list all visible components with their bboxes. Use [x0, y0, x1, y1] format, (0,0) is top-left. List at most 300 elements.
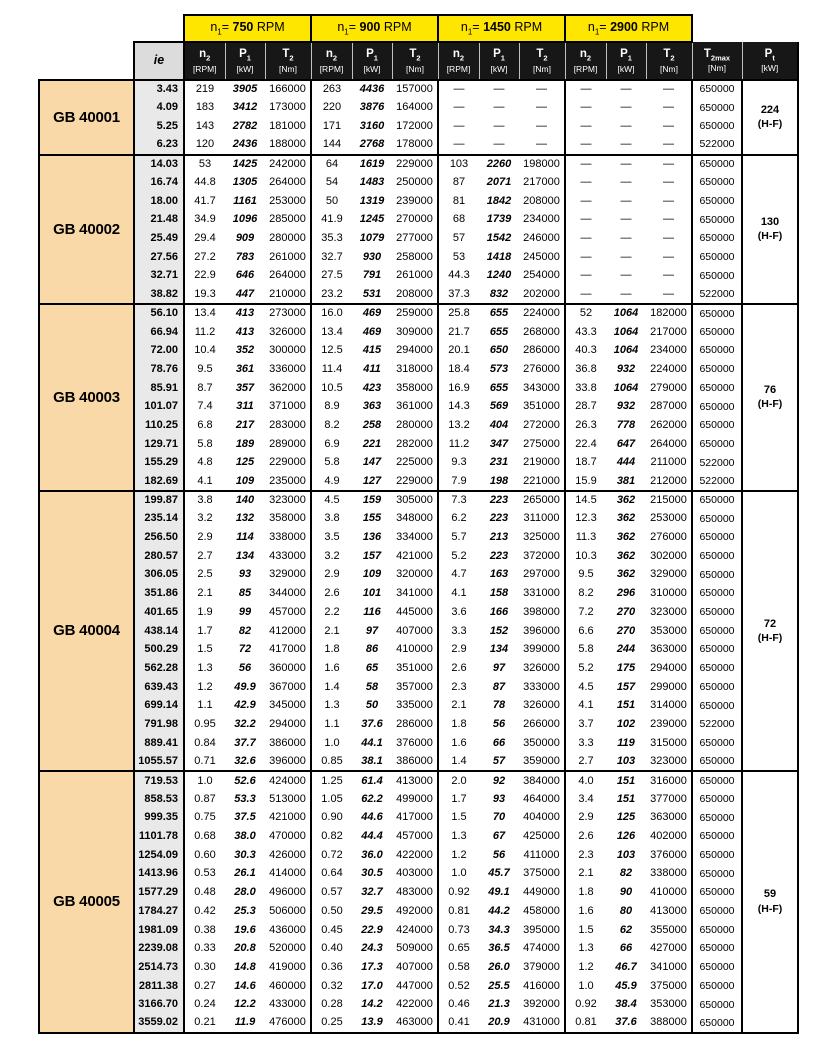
table-row	[39, 267, 798, 286]
t2max-value: 650000	[692, 771, 742, 790]
cell-p1: 140	[225, 491, 265, 510]
t2max-value: 650000	[692, 566, 742, 585]
cell-t2: 335000	[392, 697, 438, 716]
ie-value: 401.65	[134, 603, 184, 622]
column-header-t2-1450: $T_2$ [Nm]	[519, 42, 565, 80]
cell-n2: 11.2	[194, 325, 216, 338]
cell-t2: 157000	[392, 80, 438, 99]
cell-n2: 11.2	[448, 437, 470, 450]
spec-table	[38, 14, 799, 1034]
ie-value: 4.09	[134, 99, 184, 118]
cell-t2: 305000	[392, 491, 438, 510]
t2max-value: 650000	[692, 828, 742, 847]
cell-p1: 573	[489, 362, 509, 375]
cell-n2: 2.7	[197, 549, 213, 562]
cell-t2: —	[646, 117, 692, 136]
t2max-value: 650000	[692, 996, 742, 1015]
cell-p1: 352	[235, 344, 255, 357]
cell-t2: 413000	[646, 902, 692, 921]
ie-value: 5.25	[134, 117, 184, 136]
table-row	[39, 398, 798, 417]
cell-t2: —	[519, 117, 565, 136]
table-row	[39, 659, 798, 678]
cell-t2: 363000	[646, 641, 692, 660]
cell-n2: 11.3	[575, 531, 597, 544]
cell-t2: 285000	[265, 211, 311, 230]
cell-p1: —	[620, 213, 632, 226]
cell-n2: 5.8	[197, 437, 213, 450]
cell-p1: 1096	[232, 213, 258, 226]
cell-t2: 426000	[265, 846, 311, 865]
cell-t2: —	[646, 267, 692, 286]
cell-n2: 1.0	[324, 736, 340, 749]
cell-p1: 423	[362, 381, 382, 394]
cell-n2: —	[438, 80, 479, 99]
table-row	[39, 865, 798, 884]
cell-p1: 362	[616, 568, 636, 581]
speed-group-header-2900: $n_1= 2900$ RPM	[565, 15, 692, 42]
cell-p1: —	[493, 138, 505, 151]
cell-t2: 447000	[392, 977, 438, 996]
column-header-pt: $P_t$ [kW]	[742, 42, 798, 80]
cell-p1: 61.4	[352, 771, 392, 790]
cell-p1: 19.6	[234, 923, 256, 936]
cell-t2: 371000	[265, 398, 311, 417]
cell-n2: 23.2	[321, 287, 343, 300]
cell-t2: 433000	[265, 996, 311, 1015]
model-label: GB 40002	[39, 155, 134, 305]
cell-t2: 221000	[519, 472, 565, 491]
cell-t2: 329000	[646, 566, 692, 585]
cell-p1: 3905	[225, 80, 265, 99]
ie-value: 1577.29	[134, 884, 184, 903]
cell-p1: 363	[362, 400, 382, 413]
t2max-value: 650000	[692, 622, 742, 641]
cell-t2: 396000	[265, 753, 311, 772]
cell-t2: 299000	[646, 678, 692, 697]
cell-t2: 341000	[392, 585, 438, 604]
cell-n2: 2.6	[324, 587, 340, 600]
cell-p1: 56	[492, 848, 506, 861]
cell-p1: 134	[235, 549, 255, 562]
cell-p1: —	[620, 232, 632, 245]
cell-n2: 18.7	[575, 456, 597, 469]
cell-p1: 97	[365, 624, 379, 637]
cell-p1: 53.3	[234, 792, 256, 805]
cell-t2: 188000	[265, 136, 311, 155]
cell-t2: 334000	[392, 529, 438, 548]
cell-t2: 294000	[646, 659, 692, 678]
cell-p1: 1739	[486, 213, 512, 226]
cell-n2: 2.9	[197, 531, 213, 544]
table-row	[39, 416, 798, 435]
cell-t2: 326000	[519, 659, 565, 678]
cell-p1: 82	[238, 624, 252, 637]
t2max-value: 522000	[692, 715, 742, 734]
column-header-n2-1450: $n_2$ [RPM]	[438, 42, 479, 80]
cell-n2: 1.8	[324, 643, 340, 656]
cell-t2: 318000	[392, 360, 438, 379]
cell-t2: 424000	[392, 921, 438, 940]
cell-n2: 1.3	[324, 699, 340, 712]
cell-p1: 38.4	[615, 998, 637, 1011]
cell-n2: 1.2	[451, 848, 467, 861]
cell-p1: 30.5	[361, 867, 383, 880]
cell-n2: 21.7	[448, 325, 470, 338]
cell-p1: 655	[479, 304, 519, 323]
cell-p1: 37.5	[234, 811, 256, 824]
cell-t2: 242000	[265, 155, 311, 174]
cell-t2: 509000	[392, 940, 438, 959]
cell-n2: 1.0	[184, 771, 225, 790]
cell-p1: 45.7	[488, 867, 510, 880]
cell-t2: 379000	[519, 958, 565, 977]
cell-n2: 1.05	[321, 792, 343, 805]
cell-p1: 362	[606, 491, 646, 510]
cell-n2: 15.9	[575, 474, 597, 487]
cell-n2: 1.7	[197, 624, 213, 637]
cell-t2: —	[646, 230, 692, 249]
cell-n2: 14.3	[448, 400, 470, 413]
t2max-value: 650000	[692, 603, 742, 622]
cell-t2: 410000	[646, 884, 692, 903]
table-row	[39, 379, 798, 398]
ie-value: 562.28	[134, 659, 184, 678]
cell-n2: 4.7	[451, 568, 467, 581]
cell-n2: 6.9	[324, 437, 340, 450]
table-row	[39, 958, 798, 977]
cell-n2: 35.3	[321, 232, 343, 245]
pt-value: 224 (H-F)	[742, 80, 798, 155]
cell-t2: 286000	[519, 342, 565, 361]
cell-t2: 275000	[519, 435, 565, 454]
cell-n2: 1.3	[451, 830, 467, 843]
cell-t2: 234000	[519, 211, 565, 230]
t2max-value: 650000	[692, 211, 742, 230]
cell-t2: 246000	[519, 230, 565, 249]
cell-p1: —	[620, 101, 632, 114]
cell-p1: 151	[616, 792, 636, 805]
cell-t2: 210000	[265, 286, 311, 305]
speed-group-header-750: $n_1= 750$ RPM	[184, 15, 311, 42]
cell-n2: 0.84	[194, 736, 216, 749]
cell-p1: 26.1	[234, 867, 256, 880]
t2max-value: 650000	[692, 155, 742, 174]
table-row	[39, 211, 798, 230]
cell-p1: 17.3	[361, 960, 383, 973]
cell-t2: 422000	[392, 996, 438, 1015]
cell-p1: 56	[238, 661, 252, 674]
cell-n2: 0.27	[194, 979, 216, 992]
cell-n2: 8.2	[578, 587, 594, 600]
t2max-value: 650000	[692, 958, 742, 977]
cell-t2: 425000	[519, 828, 565, 847]
cell-p1: 147	[362, 456, 382, 469]
t2max-value: 650000	[692, 173, 742, 192]
cell-p1: 778	[616, 418, 636, 431]
cell-t2: 287000	[646, 398, 692, 417]
cell-p1: 32.6	[234, 754, 256, 767]
t2max-value: 650000	[692, 809, 742, 828]
cell-t2: —	[519, 80, 565, 99]
cell-n2: 29.4	[194, 232, 216, 245]
speed-group-header-900: $n_1= 900$ RPM	[311, 15, 438, 42]
cell-t2: 367000	[265, 678, 311, 697]
cell-n2: 1.8	[578, 886, 594, 899]
table-header	[39, 15, 798, 80]
cell-p1: 647	[616, 437, 636, 450]
cell-t2: 399000	[519, 641, 565, 660]
cell-t2: 375000	[519, 865, 565, 884]
corner-top-right	[692, 15, 798, 42]
cell-p1: 22.9	[361, 923, 383, 936]
cell-n2: 2.9	[451, 643, 467, 656]
cell-t2: 402000	[646, 828, 692, 847]
cell-n2: 0.58	[448, 960, 470, 973]
table-row	[39, 1014, 798, 1033]
table-row	[39, 809, 798, 828]
table-row	[39, 771, 798, 790]
cell-p1: 78	[492, 699, 506, 712]
ie-value: 639.43	[134, 678, 184, 697]
cell-p1: 783	[235, 250, 255, 263]
cell-t2: 445000	[392, 603, 438, 622]
cell-p1: 932	[616, 400, 636, 413]
ie-value: 1784.27	[134, 902, 184, 921]
cell-p1: 832	[489, 287, 509, 300]
ie-value: 3166.70	[134, 996, 184, 1015]
cell-n2: 1.6	[324, 661, 340, 674]
t2max-value: 650000	[692, 80, 742, 99]
ie-column-header: ie	[134, 42, 184, 80]
table-row	[39, 996, 798, 1015]
cell-p1: 163	[489, 568, 509, 581]
t2max-value: 650000	[692, 360, 742, 379]
cell-t2: 323000	[646, 603, 692, 622]
table-row	[39, 155, 798, 174]
cell-p1: 404	[489, 418, 509, 431]
cell-n2: 7.2	[578, 605, 594, 618]
cell-t2: 358000	[392, 379, 438, 398]
cell-n2: 1.8	[451, 717, 467, 730]
t2max-value: 650000	[692, 304, 742, 323]
cell-n2: 20.1	[448, 344, 470, 357]
cell-t2: 506000	[265, 902, 311, 921]
cell-p1: 44.4	[361, 830, 383, 843]
cell-t2: 253000	[646, 510, 692, 529]
cell-p1: 42.9	[234, 699, 256, 712]
cell-n2: 28.7	[575, 400, 597, 413]
t2max-value: 650000	[692, 379, 742, 398]
cell-t2: —	[519, 136, 565, 155]
cell-n2: 0.48	[194, 886, 216, 899]
cell-p1: 1425	[225, 155, 265, 174]
cell-p1: 361	[235, 362, 255, 375]
cell-n2: 0.46	[448, 998, 470, 1011]
cell-p1: 3160	[359, 119, 385, 132]
cell-t2: 496000	[265, 884, 311, 903]
cell-t2: 294000	[392, 342, 438, 361]
cell-n2: —	[580, 250, 592, 263]
cell-t2: 225000	[392, 454, 438, 473]
column-header-n2-2900: $n_2$ [RPM]	[565, 42, 606, 80]
cell-t2: 412000	[265, 622, 311, 641]
cell-p1: 258	[362, 418, 382, 431]
cell-p1: 44.2	[488, 904, 510, 917]
cell-n2: 43.3	[575, 325, 597, 338]
cell-t2: 350000	[519, 734, 565, 753]
cell-n2: 22.4	[575, 437, 597, 450]
cell-p1: 50	[365, 699, 379, 712]
cell-t2: 386000	[392, 753, 438, 772]
cell-t2: 164000	[392, 99, 438, 118]
cell-n2: 52	[565, 304, 606, 323]
cell-p1: 296	[616, 587, 636, 600]
cell-t2: —	[646, 80, 692, 99]
cell-p1: 24.3	[361, 942, 383, 955]
t2max-value: 650000	[692, 659, 742, 678]
cell-t2: 173000	[265, 99, 311, 118]
cell-n2: 0.21	[184, 1014, 225, 1033]
cell-t2: 345000	[265, 697, 311, 716]
cell-t2: 384000	[519, 771, 565, 790]
ie-value: 791.98	[134, 715, 184, 734]
cell-t2: —	[646, 248, 692, 267]
cell-n2: 220	[322, 101, 342, 114]
cell-n2: 3.5	[324, 531, 340, 544]
cell-t2: 172000	[392, 117, 438, 136]
ie-value: 2811.38	[134, 977, 184, 996]
cell-t2: 268000	[519, 323, 565, 342]
cell-p1: 157	[362, 549, 382, 562]
cell-p1: 66	[619, 942, 633, 955]
cell-p1: 447	[235, 287, 255, 300]
t2max-value: 650000	[692, 753, 742, 772]
cell-t2: 261000	[392, 267, 438, 286]
cell-t2: 208000	[519, 192, 565, 211]
cell-t2: 460000	[265, 977, 311, 996]
cell-p1: 14.2	[361, 998, 383, 1011]
t2max-value: 650000	[692, 977, 742, 996]
cell-t2: 279000	[646, 379, 692, 398]
cell-n2: 81	[452, 194, 466, 207]
cell-n2: 2.2	[324, 605, 340, 618]
column-header-p1-2900: $P_1$ [kW]	[606, 42, 646, 80]
cell-t2: 297000	[519, 566, 565, 585]
cell-n2: 22.9	[194, 269, 216, 282]
cell-n2: 0.71	[194, 754, 216, 767]
t2max-value: 650000	[692, 267, 742, 286]
table-row	[39, 603, 798, 622]
cell-t2: 182000	[646, 304, 692, 323]
cell-n2: 25.8	[438, 304, 479, 323]
cell-p1: 87	[492, 680, 506, 693]
cell-n2: 0.82	[321, 830, 343, 843]
ie-value: 1981.09	[134, 921, 184, 940]
model-label: GB 40001	[39, 80, 134, 155]
cell-p1: 469	[362, 325, 382, 338]
cell-p1: 189	[235, 437, 255, 450]
cell-n2: 53	[184, 155, 225, 174]
cell-p1: 413	[225, 304, 265, 323]
cell-p1: 14.6	[234, 979, 256, 992]
cell-n2: 5.8	[324, 456, 340, 469]
cell-n2: 171	[322, 119, 342, 132]
cell-t2: 264000	[646, 435, 692, 454]
t2max-value: 650000	[692, 99, 742, 118]
cell-n2: 3.3	[578, 736, 594, 749]
cell-p1: —	[620, 138, 632, 151]
cell-p1: 85	[238, 587, 252, 600]
t2max-value: 650000	[692, 491, 742, 510]
cell-t2: 253000	[265, 192, 311, 211]
cell-t2: 376000	[646, 846, 692, 865]
cell-p1: —	[620, 119, 632, 132]
cell-p1: 1842	[486, 194, 512, 207]
cell-t2: 239000	[392, 192, 438, 211]
table-row	[39, 622, 798, 641]
cell-t2: 353000	[646, 622, 692, 641]
ie-value: 78.76	[134, 360, 184, 379]
cell-t2: 276000	[519, 360, 565, 379]
ie-value: 999.35	[134, 809, 184, 828]
cell-t2: 166000	[265, 80, 311, 99]
cell-t2: 224000	[519, 304, 565, 323]
cell-p1: 116	[363, 605, 381, 618]
cell-p1: 32.2	[234, 717, 256, 730]
cell-p1: —	[606, 80, 646, 99]
cell-t2: 362000	[265, 379, 311, 398]
ie-value: 889.41	[134, 734, 184, 753]
t2max-value: 650000	[692, 641, 742, 660]
cell-n2: 0.33	[194, 942, 216, 955]
cell-p1: 2768	[359, 138, 385, 151]
cell-t2: 259000	[392, 304, 438, 323]
cell-n2: 219	[184, 80, 225, 99]
cell-t2: 282000	[392, 435, 438, 454]
cell-t2: 499000	[392, 790, 438, 809]
cell-t2: 407000	[392, 622, 438, 641]
table-body	[39, 80, 798, 1033]
cell-t2: 325000	[519, 529, 565, 548]
cell-p1: 70	[492, 811, 506, 824]
t2max-value: 650000	[692, 884, 742, 903]
cell-n2: 0.32	[321, 979, 343, 992]
cell-t2: 219000	[519, 454, 565, 473]
cell-n2: 5.7	[451, 531, 467, 544]
cell-t2: 300000	[265, 342, 311, 361]
cell-p1: 223	[489, 549, 509, 562]
cell-n2: 53	[452, 250, 466, 263]
cell-n2: 0.81	[565, 1014, 606, 1033]
cell-t2: 411000	[519, 846, 565, 865]
cell-p1: 102	[616, 717, 636, 730]
cell-n2: 1.1	[197, 699, 213, 712]
t2max-value: 650000	[692, 323, 742, 342]
cell-n2: 0.85	[321, 754, 343, 767]
cell-t2: 375000	[646, 977, 692, 996]
cell-t2: 343000	[519, 379, 565, 398]
cell-n2: 1.0	[451, 867, 467, 880]
cell-n2: 87	[452, 176, 466, 188]
cell-n2: 3.8	[324, 512, 340, 525]
cell-t2: 276000	[646, 529, 692, 548]
model-label: GB 40003	[39, 304, 134, 491]
t2max-value: 650000	[692, 547, 742, 566]
cell-p1: 82	[619, 867, 633, 880]
cell-n2: 2.9	[324, 568, 340, 581]
cell-p1: 67	[492, 830, 506, 843]
